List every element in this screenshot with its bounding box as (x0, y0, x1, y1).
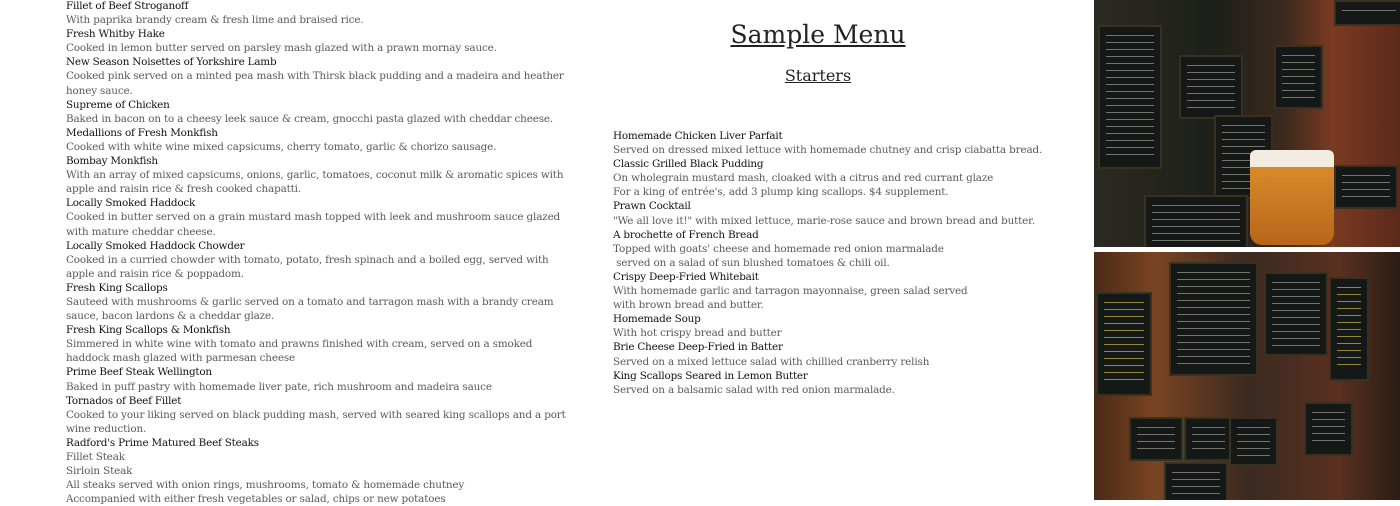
menu-item-description: Served on a mixed lettuce salad with chillied cranberry relish (613, 355, 930, 368)
menu-item-name: King Scallops Seared in Lemon Butter (613, 369, 808, 382)
menu-item-description: apple and raisin rice & fresh cooked chapatti. (66, 183, 302, 196)
menu-item-description: "We all love it!" with mixed lettuce, marie-rose sauce and brown bread and butter. (613, 214, 1036, 227)
menu-item-description: sauce, bacon lardons & a cheddar glaze. (66, 310, 275, 323)
menu-item-description: With paprika brandy cream & fresh lime and braised rice. (66, 14, 364, 27)
starters-list (613, 129, 1043, 397)
menu-item-description: Cooked in a curried chowder with tomato, potato, fresh spinach and a boiled egg, served with (66, 253, 549, 266)
menu-item-name: Classic Grilled Black Pudding (613, 158, 764, 171)
pub-photo-interior-chalkboards (1094, 252, 1400, 500)
menu-item-description: Sauteed with mushrooms & garlic served on a tomato and tarragon mash with a brandy cream (66, 295, 554, 308)
menu-item-name: Locally Smoked Haddock (66, 197, 196, 210)
menu-item-description: with mature cheddar cheese. (66, 225, 216, 238)
menu-item-description: Baked in puff pastry with homemade liver pate, rich mushroom and madeira sauce (66, 380, 492, 393)
section-heading-starters: Starters (784, 66, 852, 85)
menu-item-name: Crispy Deep-Fried Whitebait (613, 270, 759, 283)
menu-item-description: With an array of mixed capsicums, onions, garlic, tomatoes, coconut milk & aromatic spices with (66, 169, 564, 182)
menu-item-description: Accompanied with either fresh vegetables or salad, chips or new potatoes (66, 493, 446, 506)
menu-item-description: Served on dressed mixed lettuce with homemade chutney and crisp ciabatta bread. (613, 144, 1043, 157)
menu-item-description: haddock mash glazed with parmesan cheese (66, 352, 296, 365)
menu-item-name: New Season Noisettes of Yorkshire Lamb (66, 56, 277, 69)
menu-item-description: Cooked pink served on a minted pea mash with Thirsk black pudding and a madeira and heather (66, 70, 564, 83)
menu-item-name: Supreme of Chicken (66, 98, 170, 111)
menu-item-description: Cooked with white wine mixed capsicums, cherry tomato, garlic & chorizo sausage. (66, 140, 497, 153)
menu-item-description: For a king of entrée's, add 3 plump king scallops. $4 supplement. (613, 186, 949, 199)
menu-item-name: Prawn Cocktail (613, 200, 691, 213)
page-title: Sample Menu (730, 20, 906, 49)
menu-item-name: Tornados of Beef Fillet (66, 394, 182, 407)
menu-item-name: Brie Cheese Deep-Fried in Batter (613, 341, 783, 354)
menu-item-description: Sirloin Steak (66, 465, 133, 478)
menu-item-description: On wholegrain mustard mash, cloaked with a citrus and red currant glaze (613, 172, 994, 185)
menu-item-description: honey sauce. (66, 84, 133, 97)
menu-item-description: Baked in bacon on to a cheesy leek sauce & cream, gnocchi pasta glazed with cheddar cheese. (66, 112, 554, 125)
menu-item-name: Fresh King Scallops & Monkfish (66, 324, 231, 337)
menu-item-description: with brown bread and butter. (613, 299, 764, 312)
menu-item-name: Prime Beef Steak Wellington (66, 366, 212, 379)
menu-item-description: Simmered in white wine with tomato and prawns finished with cream, served on a smoked (66, 338, 533, 351)
menu-item-description: Topped with goats' cheese and homemade red onion marmalade (613, 242, 944, 255)
menu-item-name: Fillet of Beef Stroganoff (66, 0, 189, 12)
mains-list (66, 0, 566, 506)
menu-item-name: Medallions of Fresh Monkfish (66, 126, 218, 139)
menu-item-description: served on a salad of sun blushed tomatoes & chili oil. (613, 256, 890, 269)
menu-item-description: Cooked in lemon butter served on parsley mash glazed with a prawn mornay sauce. (66, 42, 497, 55)
menu-item-description: Cooked to your liking served on black pudding mash, served with seared king scallops and a port (66, 408, 566, 421)
menu-item-description: Served on a balsamic salad with red onion marmalade. (613, 383, 895, 396)
menu-item-description: Cooked in butter served on a grain mustard mash topped with leek and mushroom sauce glazed (66, 211, 561, 224)
menu-item-description: With hot crispy bread and butter (613, 327, 782, 340)
pint-glass-image (1250, 150, 1334, 245)
menu-item-name: A brochette of French Bread (613, 228, 759, 241)
menu-item-name: Homemade Chicken Liver Parfait (613, 130, 783, 142)
pub-photo-beer-chalkboards (1094, 0, 1400, 247)
menu-item-description: wine reduction. (66, 422, 147, 435)
menu-item-description: apple and raisin rice & poppadom. (66, 267, 244, 280)
menu-item-name: Locally Smoked Haddock Chowder (66, 239, 245, 252)
menu-item-description: Fillet Steak (66, 451, 125, 463)
menu-item-description: All steaks served with onion rings, mushrooms, tomato & homemade chutney (66, 479, 465, 492)
menu-item-name: Homemade Soup (613, 313, 701, 326)
menu-item-name: Radford's Prime Matured Beef Steaks (66, 436, 259, 449)
menu-item-name: Fresh King Scallops (66, 281, 168, 294)
menu-item-name: Fresh Whitby Hake (66, 28, 165, 41)
menu-item-description: With homemade garlic and tarragon mayonnaise, green salad served (613, 285, 968, 298)
menu-item-name: Bombay Monkfish (66, 155, 158, 168)
